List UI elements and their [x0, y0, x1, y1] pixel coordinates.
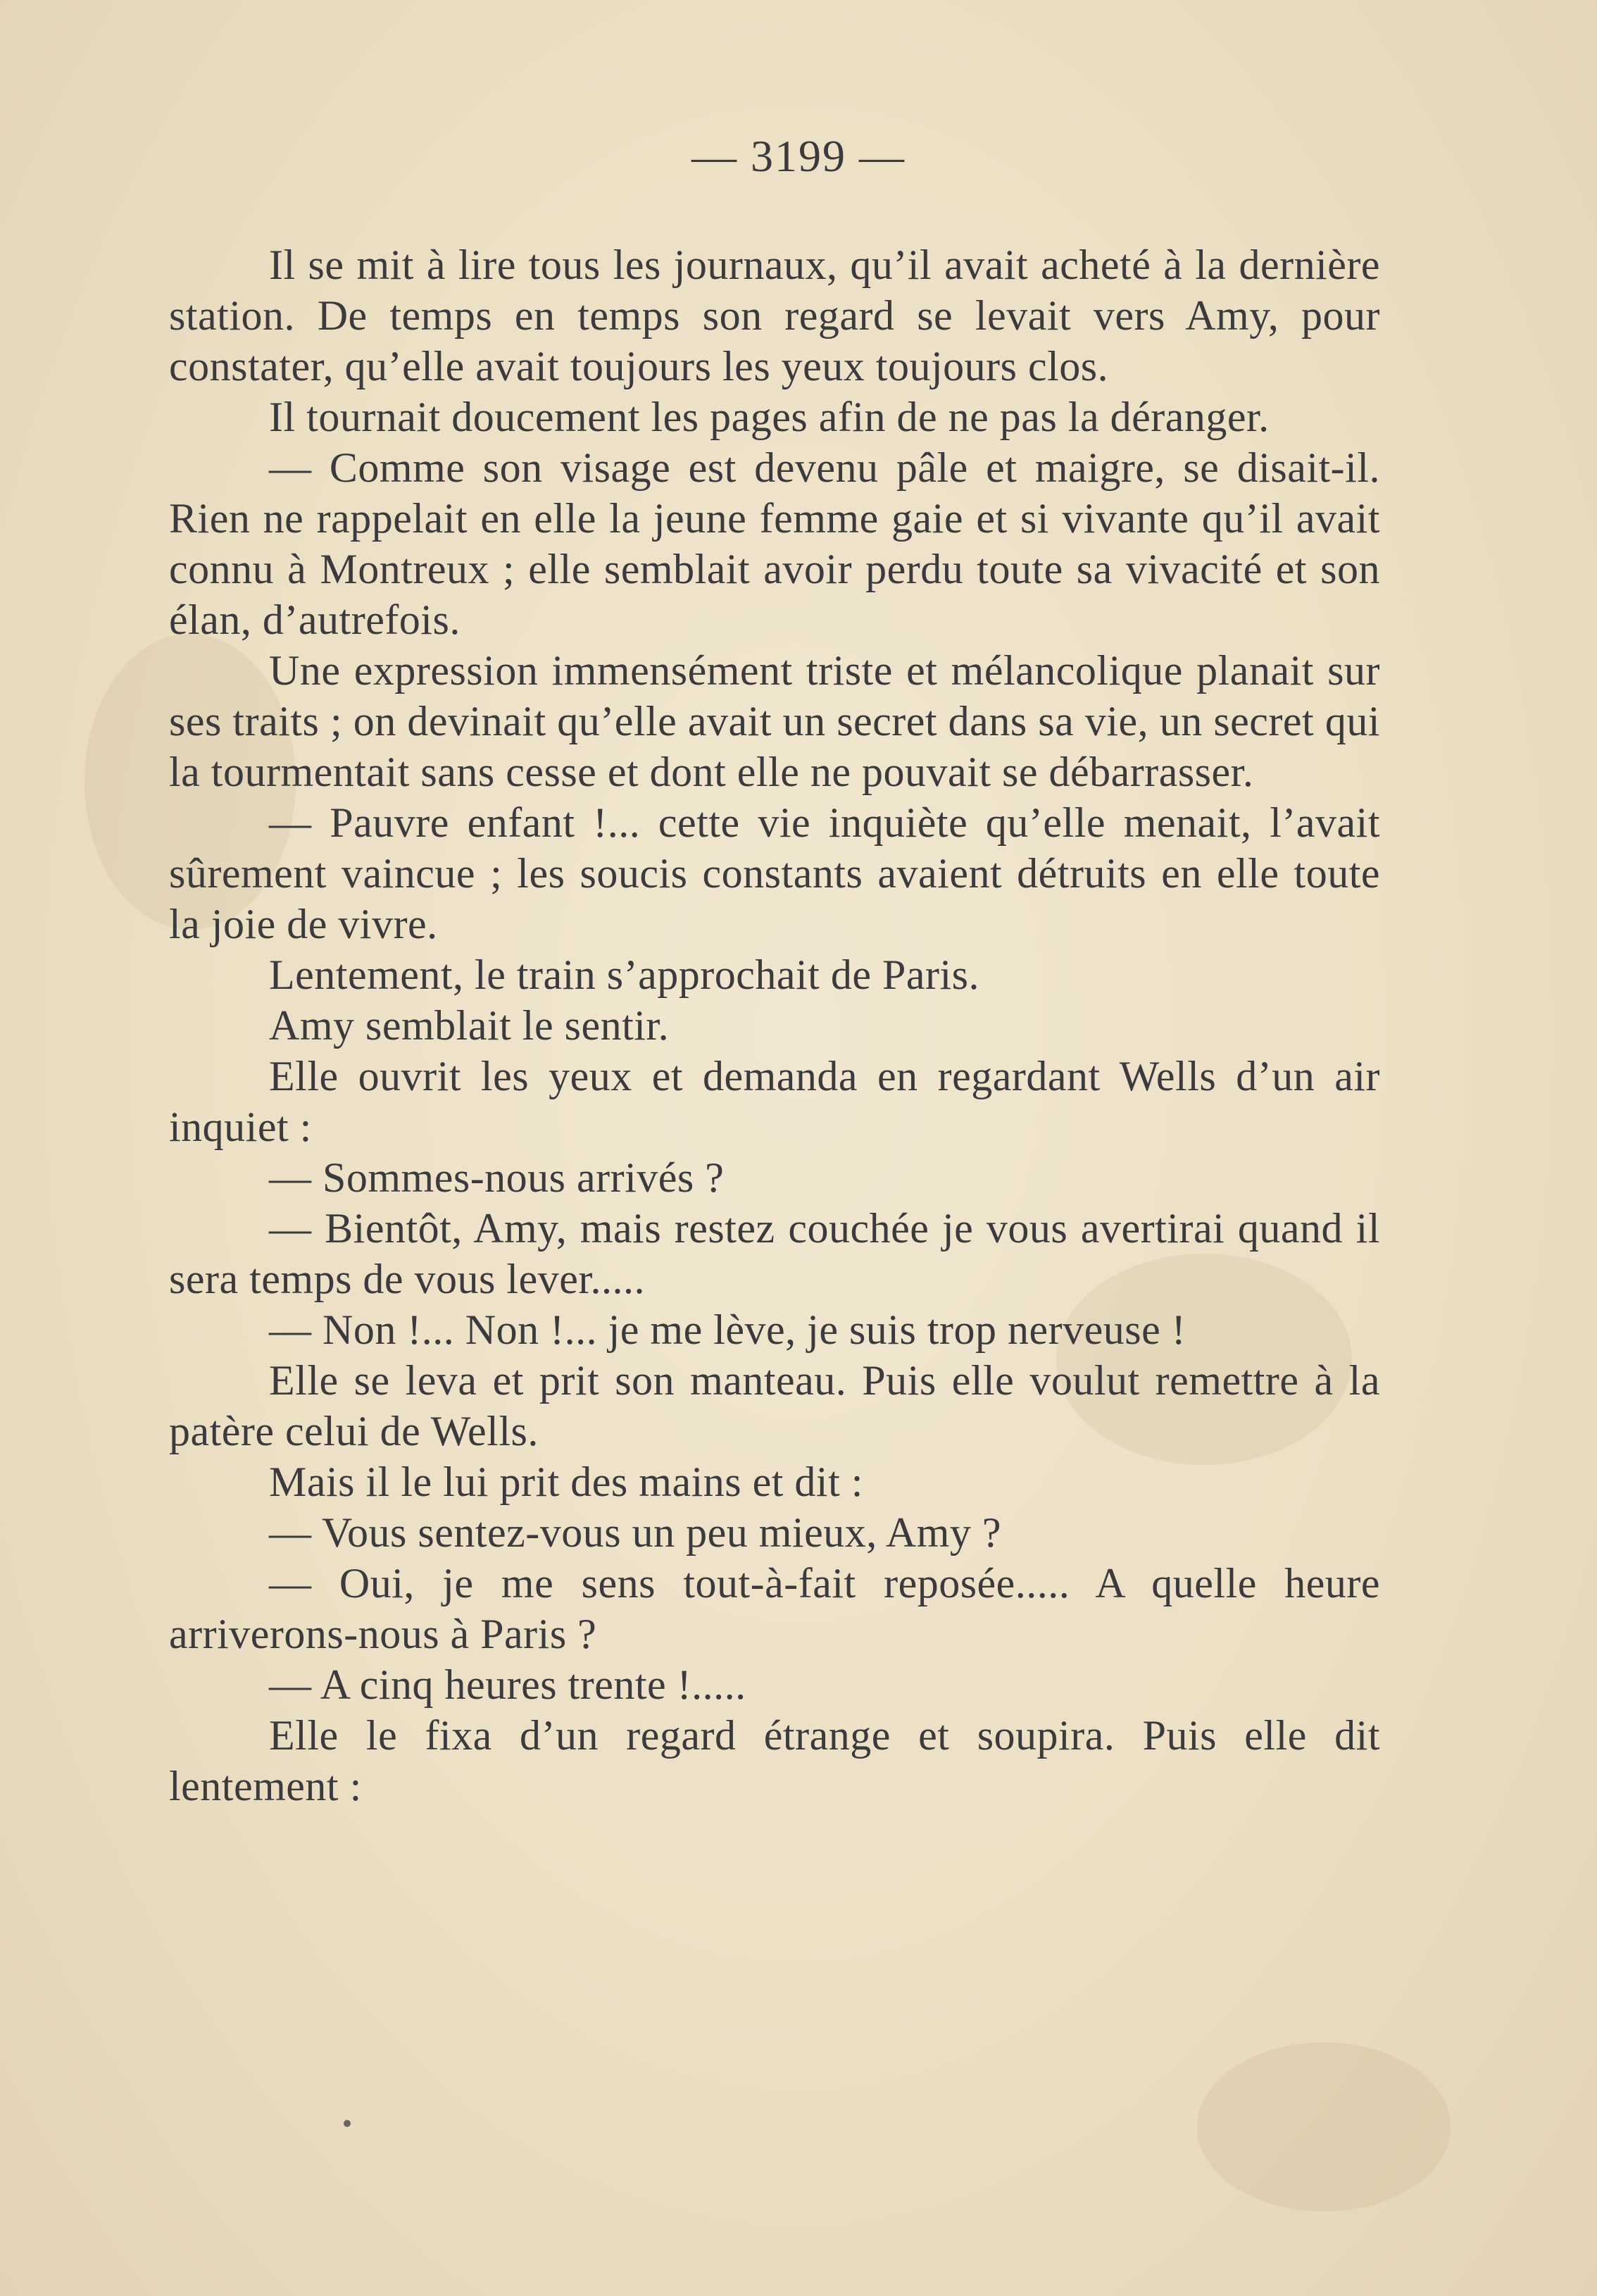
paragraph: — Pauvre enfant !... cette vie inquiète qu’elle menait, l’avait sûrement vaincue ; les soucis constants avaient détruits en elle toute la joie de vivre. — [169, 799, 1380, 947]
paragraph: — A cinq heures trente !..... — [269, 1661, 746, 1708]
paragraph: — Vous sentez-vous un peu mieux, Amy ? — [269, 1509, 1002, 1556]
paper-stain — [1197, 2042, 1451, 2211]
ink-speck — [344, 2120, 351, 2127]
paragraph: — Oui, je me sens tout-à-fait reposée..... A quelle heure arriverons-nous à Paris ? — [169, 1560, 1380, 1657]
body-text — [169, 239, 1380, 1811]
paragraph: Il se mit à lire tous les journaux, qu’il avait acheté à la dernière station. De temps en temps son regard se levait vers Amy, pour constater, qu’elle avait toujours les yeux toujours clos. — [169, 242, 1380, 389]
paragraph: Elle se leva et prit son manteau. Puis elle voulut remettre à la patère celui de Wells. — [169, 1357, 1380, 1454]
paragraph: Une expression immensément triste et mélancolique planait sur ses traits ; on devinait qu’elle avait un secret dans sa vie, un secret qui la tourmentait sans cesse et dont elle ne pouvait se débarrasser. — [169, 647, 1380, 795]
paragraph: Mais il le lui prit des mains et dit : — [269, 1459, 863, 1505]
paragraph: — Non !... Non !... je me lève, je suis trop nerveuse ! — [269, 1306, 1186, 1353]
paragraph: Lentement, le train s’approchait de Paris. — [269, 952, 979, 998]
paragraph: Amy semblait le sentir. — [269, 1002, 670, 1049]
paragraph: Elle le fixa d’un regard étrange et soupira. Puis elle dit lentement : — [169, 1712, 1380, 1809]
paragraph: Il tournait doucement les pages afin de ne pas la déranger. — [269, 394, 1270, 440]
paragraph: — Sommes-nous arrivés ? — [269, 1154, 725, 1201]
paragraph: — Bientôt, Amy, mais restez couchée je vous avertirai quand il sera temps de vous lever..... — [169, 1205, 1380, 1302]
paragraph: Elle ouvrit les yeux et demanda en regardant Wells d’un air inquiet : — [169, 1053, 1380, 1150]
paragraph: — Comme son visage est devenu pâle et maigre, se disait-il. Rien ne rappelait en elle la jeune femme gaie et si vivante qu’il avait connu à Montreux ; elle semblait avoir perdu toute sa vivacité et son élan, d’autrefois. — [169, 444, 1380, 643]
page-number: — 3199 — — [691, 131, 906, 181]
